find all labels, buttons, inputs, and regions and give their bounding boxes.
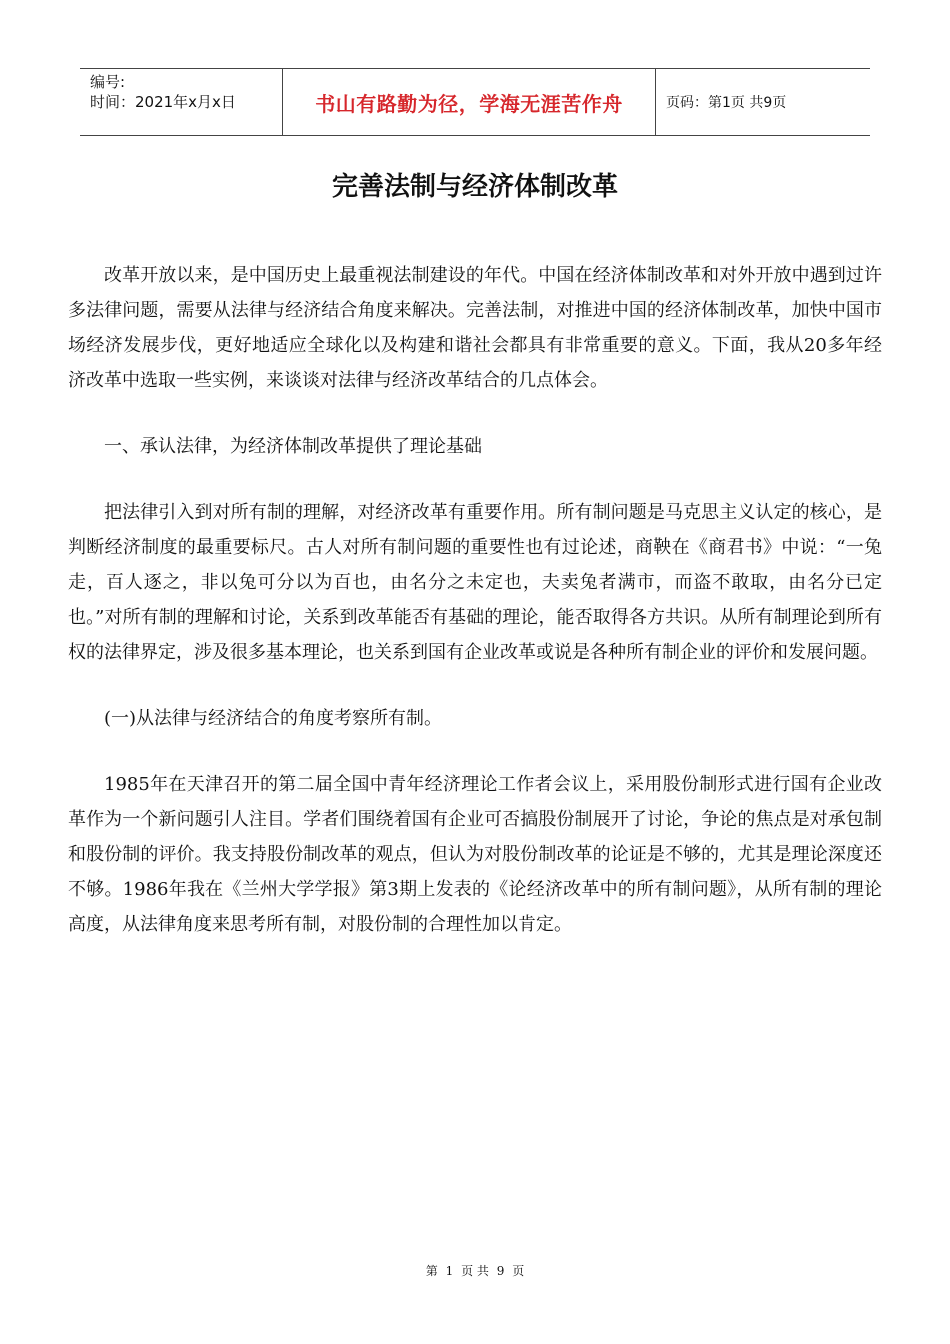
document-header [80, 68, 870, 136]
footer-total-pages: 9 [496, 1264, 505, 1278]
paragraph: 改革开放以来，是中国历史上最重视法制建设的年代。中国在经济体制改革和对外开放中遇到过许多法律问题，需要从法律与经济结合角度来解决。完善法制，对推进中国的经济体制改革，加快中国市场经济发展步伐，更好地适应全球化以及构建和谐社会都具有非常重要的意义。下面，我从20多年经济改革中选取一些实例，来谈谈对法律与经济改革结合的几点体会。 [68, 265, 882, 391]
footer-prefix: 第 [425, 1264, 438, 1278]
footer-middle: 页 共 [461, 1264, 489, 1278]
document-title: 完善法制与经济体制改革 [331, 172, 618, 202]
footer-suffix: 页 [512, 1264, 525, 1278]
header-motto-cell [282, 69, 656, 135]
paragraph: 把法律引入到对所有制的理解，对经济改革有重要作用。所有制问题是马克思主义认定的核心，是判断经济制度的最重要标尺。古人对所有制问题的重要性也有过论述，商鞅在《商君书》中说：“一兔走，百人逐之，非以兔可分以为百也，由名分之未定也，夫卖兔者满市，而盗不敢取，由名分已定也。”对所有制的理解和讨论，关系到改革能否有基础的理论，能否取得各方共识。从所有制理论到所有权的法律界定，涉及很多基本理论，也关系到国有企业改革或说是各种所有制企业的评价和发展问题。 [68, 502, 882, 663]
subsection-heading: (一)从法律与经济结合的角度考察所有制。 [104, 708, 443, 729]
number-label: 编号: [90, 73, 126, 91]
document-body [68, 258, 882, 973]
date-label: 时间：2021年x月x日 [90, 93, 236, 111]
page-info-text: 页码：第1页 共9页 [666, 95, 787, 111]
footer-current-page: 1 [445, 1264, 454, 1278]
header-page-info [656, 69, 870, 135]
page-footer [0, 1262, 950, 1279]
paragraph: 1985年在天津召开的第二届全国中青年经济理论工作者会议上，采用股份制形式进行国有企业改革作为一个新问题引人注目。学者们围绕着国有企业可否搞股份制展开了讨论，争论的焦点是对承包制和股份制的评价。我支持股份制改革的观点，但认为对股份制改革的论证是不够的，尤其是理论深度还不够。1986年我在《兰州大学学报》第3期上发表的《论经济改革中的所有制问题》，从所有制的理论高度，从法律角度来思考所有制，对股份制的合理性加以肯定。 [68, 774, 882, 935]
section-heading: 一、承认法律，为经济体制改革提供了理论基础 [104, 436, 482, 457]
motto-text: 书山有路勤为径，学海无涯苦作舟 [315, 91, 623, 116]
header-meta [80, 69, 282, 135]
